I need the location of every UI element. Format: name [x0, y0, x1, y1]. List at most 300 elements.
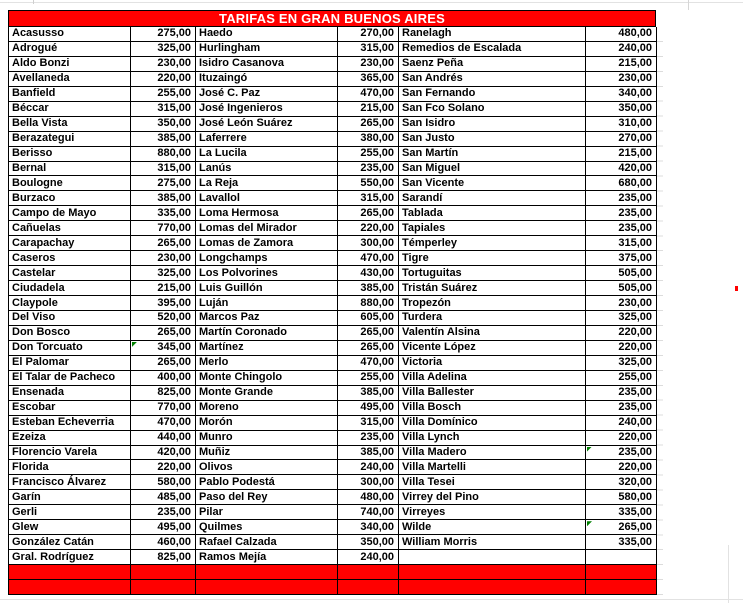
tariff-value-cell[interactable] [131, 401, 196, 416]
locality-name: Don Torcuato [12, 341, 83, 354]
tariff-value-cell[interactable] [338, 102, 399, 117]
locality-name-cell[interactable] [196, 460, 338, 475]
tariff-value-cell[interactable] [586, 162, 657, 177]
locality-name: Pilar [199, 505, 223, 518]
tariff-value-cell[interactable] [586, 520, 657, 535]
locality-name: Paso del Rey [199, 490, 268, 503]
tariff-value: 825,00 [157, 550, 191, 563]
tariff-value-cell[interactable] [338, 296, 399, 311]
tariff-value: 385,00 [360, 445, 394, 458]
tariff-value: 255,00 [618, 371, 652, 384]
tariff-value-cell[interactable] [586, 42, 657, 57]
tariff-value-cell[interactable] [586, 505, 657, 520]
tariff-value-cell[interactable] [338, 326, 399, 341]
tariff-value-cell[interactable] [338, 535, 399, 550]
locality-name-cell[interactable] [196, 87, 338, 102]
tariff-value-cell[interactable] [586, 326, 657, 341]
locality-name: Gral. Rodríguez [12, 550, 94, 563]
locality-name-cell[interactable] [9, 431, 131, 446]
locality-name-cell[interactable] [196, 446, 338, 461]
locality-name-cell[interactable] [196, 162, 338, 177]
locality-name-cell[interactable] [399, 87, 586, 102]
tariff-value-cell[interactable] [338, 416, 399, 431]
locality-name: José León Suárez [199, 117, 293, 130]
locality-name-cell[interactable] [9, 147, 131, 162]
tariff-value-cell[interactable] [338, 386, 399, 401]
tariff-value-cell[interactable] [338, 446, 399, 461]
locality-name-cell[interactable] [399, 490, 586, 505]
tariff-value-cell[interactable] [586, 446, 657, 461]
locality-name: Villa Adelina [402, 371, 467, 384]
locality-name-cell[interactable] [196, 296, 338, 311]
locality-name-cell[interactable] [9, 356, 131, 371]
locality-name-cell[interactable] [196, 416, 338, 431]
tariff-value-cell[interactable] [131, 206, 196, 221]
locality-name-cell[interactable] [9, 446, 131, 461]
tariff-value: 255,00 [360, 371, 394, 384]
tariff-value-cell[interactable] [131, 460, 196, 475]
locality-name-cell[interactable] [399, 475, 586, 490]
locality-name-cell[interactable] [399, 281, 586, 296]
tariff-value-cell[interactable] [131, 281, 196, 296]
locality-name: Ituzaingó [199, 72, 248, 85]
locality-name: Tigre [402, 251, 429, 264]
locality-name-cell[interactable] [9, 102, 131, 117]
tariff-value: 265,00 [157, 326, 191, 339]
tariff-value-cell[interactable] [586, 57, 657, 72]
locality-name-cell[interactable] [196, 147, 338, 162]
tariff-value-cell[interactable] [586, 460, 657, 475]
tariff-value-cell[interactable] [338, 431, 399, 446]
locality-name-cell[interactable] [196, 281, 338, 296]
tariff-value-cell[interactable] [131, 296, 196, 311]
locality-name-cell[interactable] [9, 401, 131, 416]
tariff-value-cell[interactable] [338, 132, 399, 147]
empty-red-cell[interactable] [338, 580, 399, 595]
tariff-value-cell[interactable] [131, 132, 196, 147]
locality-name-cell[interactable] [399, 27, 586, 42]
locality-name-cell[interactable] [196, 490, 338, 505]
tariff-value-cell[interactable] [586, 27, 657, 42]
locality-name-cell[interactable] [196, 117, 338, 132]
tariff-value: 505,00 [618, 281, 652, 294]
table-title-cell[interactable] [8, 10, 656, 27]
tariff-value: 605,00 [360, 311, 394, 324]
locality-name: Banfield [12, 87, 56, 100]
locality-name-cell[interactable] [196, 206, 338, 221]
locality-name-cell[interactable] [9, 505, 131, 520]
tariff-value-cell[interactable] [131, 57, 196, 72]
locality-name-cell[interactable] [196, 520, 338, 535]
tariff-value-cell[interactable] [586, 132, 657, 147]
locality-name-cell[interactable] [9, 27, 131, 42]
tariff-value-cell[interactable] [586, 490, 657, 505]
tariff-value: 235,00 [157, 505, 191, 518]
tariff-value-cell[interactable] [338, 520, 399, 535]
tariff-value-cell[interactable] [131, 386, 196, 401]
locality-name-cell[interactable] [196, 221, 338, 236]
tariff-value-cell[interactable] [338, 401, 399, 416]
tariff-value-cell[interactable] [586, 386, 657, 401]
tariff-value: 480,00 [618, 27, 652, 40]
tariff-value-cell[interactable] [131, 550, 196, 565]
tariff-value-cell[interactable] [586, 102, 657, 117]
locality-name-cell[interactable] [399, 341, 586, 356]
tariff-value: 340,00 [618, 87, 652, 100]
tariff-value-cell[interactable] [338, 57, 399, 72]
locality-name: El Palomar [12, 356, 69, 369]
tariff-value-cell[interactable] [586, 206, 657, 221]
locality-name: Quilmes [199, 520, 243, 533]
locality-name-cell[interactable] [196, 371, 338, 386]
empty-red-cell[interactable] [196, 565, 338, 580]
tariff-value-cell[interactable] [338, 311, 399, 326]
tariff-value: 335,00 [157, 206, 191, 219]
sheet-gridline [0, 599, 743, 600]
tariff-value: 385,00 [360, 281, 394, 294]
tariff-value: 265,00 [157, 356, 191, 369]
locality-name-cell[interactable] [196, 72, 338, 87]
locality-name-cell[interactable] [399, 162, 586, 177]
tariff-value-cell[interactable] [338, 505, 399, 520]
locality-name-cell[interactable] [9, 251, 131, 266]
tariff-value: 480,00 [360, 490, 394, 503]
tariff-value: 385,00 [157, 132, 191, 145]
tariff-value-cell[interactable] [131, 191, 196, 206]
tariff-value-cell[interactable] [586, 236, 657, 251]
tariff-value-cell[interactable] [586, 87, 657, 102]
tariff-value: 220,00 [157, 460, 191, 473]
locality-name-cell[interactable] [9, 416, 131, 431]
tariff-value-cell[interactable] [338, 236, 399, 251]
tariff-value-cell[interactable] [338, 87, 399, 102]
tariff-value: 440,00 [157, 431, 191, 444]
tariff-value-cell[interactable] [586, 431, 657, 446]
locality-name-cell[interactable] [9, 221, 131, 236]
tariff-value-cell[interactable] [131, 341, 196, 356]
tariff-value-cell[interactable] [586, 356, 657, 371]
locality-name-cell[interactable] [9, 176, 131, 191]
empty-red-cell[interactable] [196, 580, 338, 595]
tariff-value-cell[interactable] [131, 266, 196, 281]
empty-red-cell[interactable] [399, 580, 586, 595]
tariff-value-cell[interactable] [131, 147, 196, 162]
locality-name-cell[interactable] [9, 550, 131, 565]
locality-name-cell[interactable] [196, 42, 338, 57]
locality-name: Garín [12, 490, 41, 503]
tariff-value: 470,00 [157, 416, 191, 429]
tariff-value-cell[interactable] [338, 341, 399, 356]
locality-name-cell[interactable] [399, 386, 586, 401]
locality-name-cell[interactable] [399, 535, 586, 550]
tariff-value-cell[interactable] [338, 191, 399, 206]
locality-name: Gerli [12, 505, 38, 518]
empty-red-cell[interactable] [131, 565, 196, 580]
tariff-value: 365,00 [360, 72, 394, 85]
locality-name-cell[interactable] [399, 356, 586, 371]
locality-name-cell[interactable] [399, 371, 586, 386]
locality-name-cell[interactable] [399, 520, 586, 535]
locality-name-cell[interactable] [399, 117, 586, 132]
empty-red-cell[interactable] [131, 580, 196, 595]
locality-name-cell[interactable] [399, 550, 586, 565]
tariff-value-cell[interactable] [131, 505, 196, 520]
tariff-value-cell[interactable] [338, 42, 399, 57]
locality-name-cell[interactable] [9, 460, 131, 475]
empty-red-cell[interactable] [399, 565, 586, 580]
locality-name-cell[interactable] [9, 341, 131, 356]
locality-name-cell[interactable] [9, 490, 131, 505]
empty-red-cell[interactable] [586, 565, 657, 580]
tariff-value-cell[interactable] [586, 72, 657, 87]
tariff-value-cell[interactable] [586, 147, 657, 162]
tariff-value: 255,00 [360, 147, 394, 160]
locality-name-cell[interactable] [196, 132, 338, 147]
locality-name-cell[interactable] [9, 162, 131, 177]
tariff-value-cell[interactable] [338, 475, 399, 490]
locality-name-cell[interactable] [399, 57, 586, 72]
empty-red-cell[interactable] [9, 565, 131, 580]
locality-name-cell[interactable] [196, 311, 338, 326]
tariff-value-cell[interactable] [131, 162, 196, 177]
locality-name-cell[interactable] [196, 176, 338, 191]
tariff-value-cell[interactable] [338, 251, 399, 266]
locality-name: Villa Lynch [402, 431, 460, 444]
locality-name: Caseros [12, 251, 56, 264]
tariff-value-cell[interactable] [586, 311, 657, 326]
locality-name-cell[interactable] [399, 251, 586, 266]
tariff-value: 315,00 [360, 416, 394, 429]
tariff-value-cell[interactable] [586, 296, 657, 311]
locality-name: Monte Chingolo [199, 371, 283, 384]
locality-name-cell[interactable] [196, 236, 338, 251]
empty-red-cell[interactable] [9, 580, 131, 595]
locality-name-cell[interactable] [196, 341, 338, 356]
tariff-value: 215,00 [360, 102, 394, 115]
locality-name-cell[interactable] [399, 147, 586, 162]
locality-name-cell[interactable] [196, 102, 338, 117]
locality-name: José Ingenieros [199, 102, 283, 115]
locality-name-cell[interactable] [399, 311, 586, 326]
locality-name-cell[interactable] [196, 386, 338, 401]
locality-name-cell[interactable] [196, 27, 338, 42]
locality-name-cell[interactable] [196, 191, 338, 206]
locality-name-cell[interactable] [9, 386, 131, 401]
tariff-value-cell[interactable] [131, 311, 196, 326]
locality-name-cell[interactable] [9, 535, 131, 550]
locality-name: Villa Martelli [402, 460, 466, 473]
tariff-value: 550,00 [360, 176, 394, 189]
locality-name: José C. Paz [199, 87, 261, 100]
tariff-value: 380,00 [360, 132, 394, 145]
tariff-value: 430,00 [360, 266, 394, 279]
tariff-value-cell[interactable] [338, 206, 399, 221]
locality-name: Longchamps [199, 251, 268, 264]
locality-name: Cañuelas [12, 221, 61, 234]
tariff-value: 310,00 [618, 117, 652, 130]
tariff-value-cell[interactable] [131, 490, 196, 505]
tariff-value: 230,00 [157, 57, 191, 70]
tariff-value-cell[interactable] [586, 341, 657, 356]
locality-name: Témperley [402, 236, 458, 249]
locality-name-cell[interactable] [399, 296, 586, 311]
locality-name: San Martín [402, 147, 459, 160]
locality-name: Acasusso [12, 27, 64, 40]
tariff-value-cell[interactable] [131, 371, 196, 386]
locality-name-cell[interactable] [399, 431, 586, 446]
tariff-value: 240,00 [360, 550, 394, 563]
locality-name-cell[interactable] [9, 296, 131, 311]
locality-name-cell[interactable] [9, 191, 131, 206]
locality-name-cell[interactable] [399, 132, 586, 147]
locality-name: Hurlingham [199, 42, 261, 55]
locality-name-cell[interactable] [399, 206, 586, 221]
tariff-value-cell[interactable] [586, 371, 657, 386]
tariff-value-cell[interactable] [131, 72, 196, 87]
locality-name: Wilde [402, 520, 432, 533]
locality-name-cell[interactable] [399, 326, 586, 341]
tariff-value-cell[interactable] [338, 460, 399, 475]
tariff-value: 470,00 [360, 87, 394, 100]
tariff-value-cell[interactable] [338, 72, 399, 87]
locality-name-cell[interactable] [9, 42, 131, 57]
locality-name-cell[interactable] [9, 132, 131, 147]
locality-name: Martínez [199, 341, 244, 354]
tariff-value: 240,00 [360, 460, 394, 473]
tariff-value-cell[interactable] [586, 475, 657, 490]
tariff-value-cell[interactable] [586, 281, 657, 296]
tariff-value-cell[interactable] [586, 251, 657, 266]
tariff-value-cell[interactable] [586, 550, 657, 565]
tariff-value-cell[interactable] [131, 102, 196, 117]
locality-name-cell[interactable] [9, 72, 131, 87]
locality-name-cell[interactable] [196, 431, 338, 446]
locality-name-cell[interactable] [9, 206, 131, 221]
tariff-value-cell[interactable] [338, 550, 399, 565]
tariff-value-cell[interactable] [131, 251, 196, 266]
tariff-value-cell[interactable] [338, 371, 399, 386]
tariff-value-cell[interactable] [131, 42, 196, 57]
tariff-value-cell[interactable] [586, 266, 657, 281]
locality-name: Villa Bosch [402, 401, 462, 414]
locality-name-cell[interactable] [196, 251, 338, 266]
locality-name-cell[interactable] [399, 505, 586, 520]
tariff-value-cell[interactable] [131, 27, 196, 42]
tariff-value-cell[interactable] [338, 281, 399, 296]
locality-name-cell[interactable] [196, 356, 338, 371]
tariff-value-cell[interactable] [338, 266, 399, 281]
tariff-grid [8, 27, 657, 595]
tariff-value-cell[interactable] [586, 176, 657, 191]
locality-name-cell[interactable] [399, 446, 586, 461]
locality-name-cell[interactable] [399, 221, 586, 236]
tariff-value-cell[interactable] [586, 191, 657, 206]
tariff-value: 770,00 [157, 221, 191, 234]
locality-name-cell[interactable] [9, 57, 131, 72]
locality-name: Ranelagh [402, 27, 452, 40]
tariff-value-cell[interactable] [586, 401, 657, 416]
tariff-value-cell[interactable] [131, 431, 196, 446]
tariff-value-cell[interactable] [131, 520, 196, 535]
tariff-value-cell[interactable] [586, 416, 657, 431]
tariff-value-cell[interactable] [131, 221, 196, 236]
tariff-value-cell[interactable] [338, 490, 399, 505]
tariff-value: 470,00 [360, 356, 394, 369]
tariff-value-cell[interactable] [586, 117, 657, 132]
locality-name-cell[interactable] [196, 550, 338, 565]
locality-name-cell[interactable] [9, 371, 131, 386]
tariff-value-cell[interactable] [131, 535, 196, 550]
tariff-value-cell[interactable] [338, 221, 399, 236]
locality-name-cell[interactable] [399, 72, 586, 87]
tariff-value-cell[interactable] [131, 326, 196, 341]
tariff-value-cell[interactable] [586, 221, 657, 236]
tariff-value-cell[interactable] [338, 176, 399, 191]
locality-name-cell[interactable] [196, 57, 338, 72]
empty-red-cell[interactable] [586, 580, 657, 595]
locality-name: San Isidro [402, 117, 456, 130]
locality-name-cell[interactable] [196, 266, 338, 281]
locality-name-cell[interactable] [399, 42, 586, 57]
locality-name-cell[interactable] [196, 475, 338, 490]
locality-name-cell[interactable] [9, 475, 131, 490]
locality-name-cell[interactable] [9, 281, 131, 296]
locality-name-cell[interactable] [9, 236, 131, 251]
tariff-value-cell[interactable] [338, 147, 399, 162]
locality-name: Ezeiza [12, 431, 46, 444]
locality-name-cell[interactable] [9, 87, 131, 102]
locality-name-cell[interactable] [9, 520, 131, 535]
tariff-value-cell[interactable] [131, 117, 196, 132]
locality-name: Sarandí [402, 191, 443, 204]
tariff-value-cell[interactable] [131, 176, 196, 191]
locality-name-cell[interactable] [399, 236, 586, 251]
tariff-value-cell[interactable] [131, 446, 196, 461]
locality-name-cell[interactable] [399, 266, 586, 281]
locality-name-cell[interactable] [399, 401, 586, 416]
empty-red-cell[interactable] [338, 565, 399, 580]
locality-name: San Fco Solano [402, 102, 485, 115]
tariff-value-cell[interactable] [131, 475, 196, 490]
tariff-value-cell[interactable] [131, 236, 196, 251]
locality-name-cell[interactable] [399, 102, 586, 117]
locality-name-cell[interactable] [196, 326, 338, 341]
tariff-value-cell[interactable] [338, 356, 399, 371]
tariff-value-cell[interactable] [338, 162, 399, 177]
locality-name-cell[interactable] [399, 460, 586, 475]
tariff-value-cell[interactable] [586, 535, 657, 550]
locality-name-cell[interactable] [399, 191, 586, 206]
tariff-value: 420,00 [618, 161, 652, 174]
locality-name-cell[interactable] [196, 401, 338, 416]
locality-name-cell[interactable] [9, 311, 131, 326]
locality-name-cell[interactable] [196, 535, 338, 550]
locality-name-cell[interactable] [9, 326, 131, 341]
tariff-value-cell[interactable] [338, 27, 399, 42]
tariff-value: 215,00 [157, 281, 191, 294]
tariff-value-cell[interactable] [131, 416, 196, 431]
tariff-value-cell[interactable] [131, 87, 196, 102]
tariff-value: 350,00 [618, 102, 652, 115]
locality-name-cell[interactable] [9, 117, 131, 132]
locality-name-cell[interactable] [9, 266, 131, 281]
locality-name-cell[interactable] [399, 416, 586, 431]
locality-name-cell[interactable] [196, 505, 338, 520]
locality-name-cell[interactable] [399, 176, 586, 191]
tariff-value-cell[interactable] [131, 356, 196, 371]
tariff-value-cell[interactable] [338, 117, 399, 132]
locality-name: Munro [199, 431, 233, 444]
